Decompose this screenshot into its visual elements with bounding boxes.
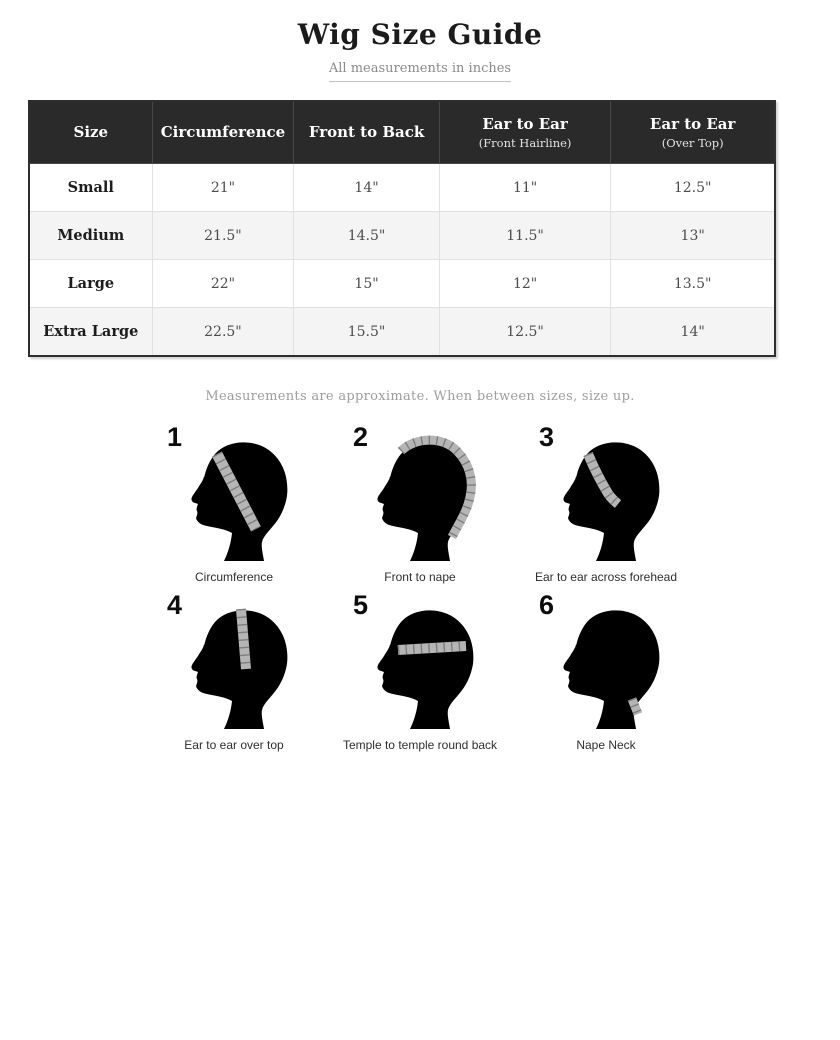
size-name-cell: Large — [29, 260, 152, 308]
ear-to-ear-front-hairline-cell: 12.5" — [439, 308, 611, 357]
ear-to-ear-over-top-cell: 13.5" — [611, 260, 775, 308]
size-table-body — [29, 164, 775, 357]
column-header-ear-to-ear-front-hairline — [439, 101, 611, 164]
diagram-circumference — [151, 422, 317, 585]
circumference-cell: 22" — [152, 260, 294, 308]
column-header-size — [29, 101, 152, 164]
column-header-ear-to-ear-over-top — [611, 101, 775, 164]
sizing-note: Measurements are approximate. When between sizes, size up. — [205, 389, 635, 405]
size-name-cell: Extra Large — [29, 308, 152, 357]
diagram-label: Temple to temple round back — [342, 738, 498, 753]
diagram-label: Circumference — [194, 570, 274, 585]
diagram-row-2 — [0, 590, 840, 753]
subtitle-wrap — [0, 57, 840, 82]
column-header-label: Front to Back — [308, 123, 425, 142]
column-header-sublabel: (Front Hairline) — [478, 135, 572, 150]
diagram-label: Nape Neck — [576, 738, 636, 753]
circumference-cell: 22.5" — [152, 308, 294, 357]
tape-band-nape — [632, 699, 638, 714]
size-name-cell: Small — [29, 164, 152, 212]
page-title: Wig Size Guide — [297, 18, 543, 51]
diagram-front-to-nape — [337, 422, 503, 585]
tape-band-temple — [398, 646, 466, 650]
header-row — [29, 101, 775, 164]
head-illustration-temple-to-temple — [355, 598, 485, 730]
column-header-label: Size — [73, 123, 109, 142]
circumference-cell: 21.5" — [152, 212, 294, 260]
circumference-cell: 21" — [152, 164, 294, 212]
ear-to-ear-over-top-cell: 13" — [611, 212, 775, 260]
column-header-circumference — [152, 101, 294, 164]
column-header-sublabel: (Over Top) — [661, 135, 724, 150]
ear-to-ear-over-top-cell: 14" — [611, 308, 775, 357]
diagram-ear-to-ear-over-top — [151, 590, 317, 753]
front-to-back-cell: 14" — [294, 164, 439, 212]
diagram-number: 6 — [539, 590, 555, 621]
page-subtitle: All measurements in inches — [329, 61, 511, 82]
diagram-nape-neck — [523, 590, 689, 753]
diagram-number: 1 — [167, 422, 183, 453]
table-row-extra-large — [29, 308, 775, 357]
front-to-back-cell: 15.5" — [294, 308, 439, 357]
column-header-label: Ear to Ear — [482, 115, 568, 133]
tape-band-over-top — [241, 609, 246, 669]
front-to-back-cell: 14.5" — [294, 212, 439, 260]
head-illustration-nape-neck — [541, 598, 671, 730]
column-header-front-to-back — [294, 101, 439, 164]
size-name-cell: Medium — [29, 212, 152, 260]
diagram-row-1 — [0, 422, 840, 585]
front-to-back-cell: 15" — [294, 260, 439, 308]
ear-to-ear-front-hairline-cell: 12" — [439, 260, 611, 308]
diagram-number: 2 — [353, 422, 369, 453]
column-header-label: Circumference — [160, 123, 286, 142]
ear-to-ear-over-top-cell: 12.5" — [611, 164, 775, 212]
table-row-small — [29, 164, 775, 212]
diagram-temple-to-temple — [337, 590, 503, 753]
diagram-number: 3 — [539, 422, 555, 453]
diagram-label: Ear to ear over top — [184, 738, 284, 753]
size-table-header — [29, 101, 775, 164]
head-illustration-over-top — [169, 598, 299, 730]
ear-to-ear-front-hairline-cell: 11.5" — [439, 212, 611, 260]
diagram-label: Front to nape — [384, 570, 456, 585]
head-illustration-front-to-nape — [355, 430, 485, 562]
ear-to-ear-front-hairline-cell: 11" — [439, 164, 611, 212]
column-header-label: Ear to Ear — [649, 115, 736, 133]
head-illustration-circumference — [169, 430, 299, 562]
diagram-number: 5 — [353, 590, 369, 621]
head-illustration-ear-to-ear-forehead — [541, 430, 671, 562]
diagram-label: Ear to ear across forehead — [534, 570, 678, 585]
table-row-large — [29, 260, 775, 308]
table-row-medium — [29, 212, 775, 260]
size-table — [28, 100, 776, 357]
diagram-number: 4 — [167, 590, 183, 621]
diagram-ear-to-ear-across-forehead — [523, 422, 689, 585]
